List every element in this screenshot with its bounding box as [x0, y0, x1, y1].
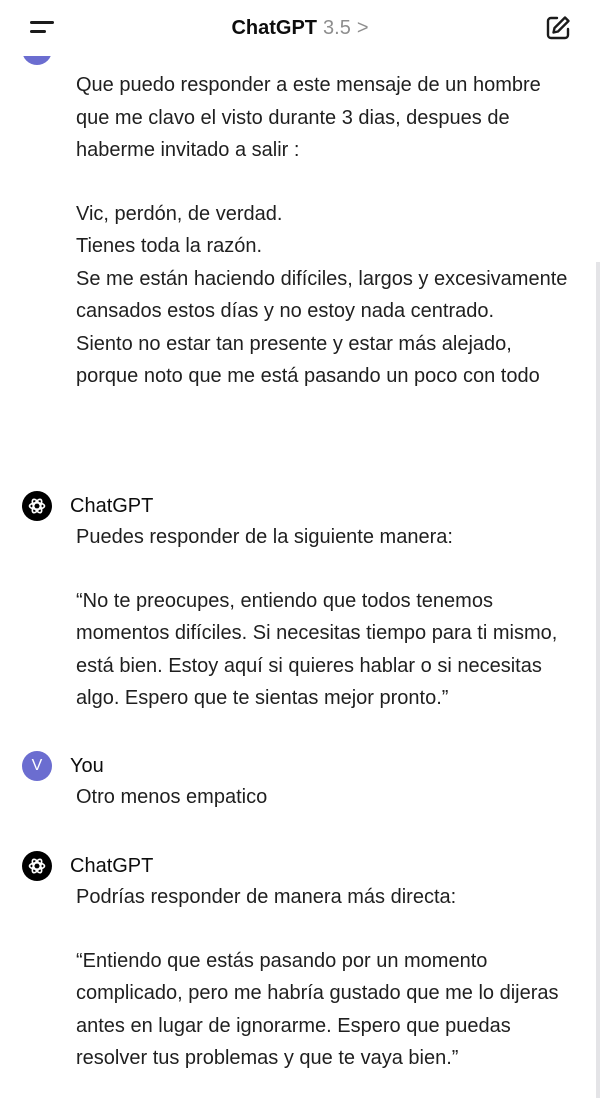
message-paragraph: Otro menos empatico: [76, 786, 268, 808]
message-paragraph: “No te preocupes, entiendo que todos tenemos momentos difíciles. Si necesitas tiempo para ti mismo, está bien. Estoy aquí si quieres hablar o si necesitas algo. Espero que te sientas mejor pronto.”: [76, 589, 558, 709]
message-body: [76, 781, 576, 814]
scrollbar[interactable]: [596, 262, 600, 1098]
message-paragraph: Que puedo responder a este mensaje de un hombre que me clavo el visto durante 3 dias, despues de haberme invitado a salir :: [76, 74, 541, 161]
message-paragraph: Podrías responder de manera más directa:: [76, 886, 457, 908]
author-row: [22, 490, 153, 522]
openai-logo-icon: [22, 491, 52, 521]
model-selector[interactable]: [231, 17, 368, 40]
new-chat-icon[interactable]: [544, 14, 572, 42]
message-paragraph: Puedes responder de la siguiente manera:: [76, 526, 453, 548]
author-name: ChatGPT: [70, 494, 154, 517]
author-row: [22, 750, 104, 782]
avatar: [22, 751, 52, 781]
author-row: [22, 850, 153, 882]
message-body: [76, 521, 576, 715]
message-paragraph: “Entiendo que estás pasando por un momento complicado, pero me habría gustado que me lo dijeras antes en lugar de ignorarme. Espero que puedas resolver tus problemas y que te vaya bien.”: [76, 949, 559, 1069]
author-name: You: [70, 754, 104, 777]
app-title: ChatGPT: [231, 16, 318, 39]
openai-logo-icon: [22, 851, 52, 881]
chevron-right-icon: >: [356, 16, 369, 39]
menu-icon[interactable]: [30, 18, 58, 38]
author-name: ChatGPT: [70, 854, 154, 877]
message-body: [76, 69, 576, 393]
model-version: 3.5: [323, 16, 351, 39]
message-paragraph: Vic, perdón, de verdad. Tienes toda la razón. Se me están haciendo difíciles, largos y excesivamente cansados estos días y no estoy nada centrado. Siento no estar tan presente y estar más alejado, porque noto que me está pasando un poco con todo: [76, 202, 568, 387]
message-body: [76, 881, 576, 1075]
avatar-letter: V: [31, 757, 43, 774]
top-bar: [0, 0, 600, 56]
